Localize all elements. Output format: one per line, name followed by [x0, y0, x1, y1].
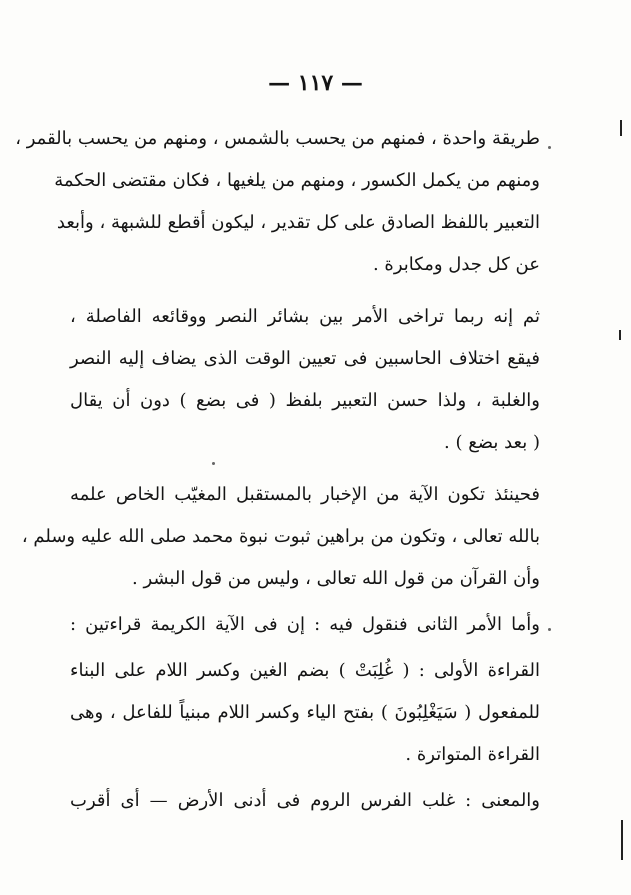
- paragraph-gap: [70, 464, 540, 474]
- paragraph-meaning: [70, 780, 540, 822]
- paragraph-gap: [70, 286, 540, 296]
- paragraph-prophecy-proof: [21, 474, 540, 600]
- scan-speck: [548, 628, 551, 631]
- scan-edge-mark: [621, 820, 623, 860]
- text-line: القراءة المتواترة .: [405, 744, 540, 765]
- text-line: القراءة الأولى : ( غُلِبَتْ ) بضم الغين وكسر اللام على البناء: [70, 660, 540, 681]
- scan-speck: [548, 146, 551, 149]
- text-line: فيقع اختلاف الحاسبين فى تعيين الوقت الذى يضاف إليه النصر: [70, 348, 540, 369]
- paragraph-first-reading: [70, 650, 540, 776]
- text-line: ( بعد بضع ) .: [444, 432, 540, 453]
- text-line: فحينئذ تكون الآية من الإخبار بالمستقبل المغيّب الخاص علمه: [70, 484, 540, 505]
- text-line: وأما الأمر الثانى فنقول فيه : إن فى الآية الكريمة قراءتين :: [70, 614, 540, 635]
- text-line: طريقة واحدة ، فمنهم من يحسب بالشمس ، ومنهم من يحسب بالقمر ،: [15, 128, 540, 149]
- text-line: وأن القرآن من قول الله تعالى ، وليس من قول البشر .: [132, 568, 540, 589]
- scan-edge-mark: [620, 120, 622, 136]
- page-body: [15, 118, 540, 822]
- text-line: عن كل جدل ومكابرة .: [372, 254, 540, 275]
- text-line: بالله تعالى ، وتكون من براهين ثبوت نبوة محمد صلى الله عليه وسلم ،: [21, 526, 540, 547]
- text-line: والغلبة ، ولذا حسن التعبير بلفظ ( فى بضع ) دون أن يقال: [70, 390, 540, 411]
- text-line: للمفعول ( سَيَغْلِبُونَ ) بفتح الياء وكسر اللام مبنياً للفاعل ، وهى: [70, 702, 540, 723]
- text-line: ثم إنه ربما تراخى الأمر بين بشائر النصر ووقائعه الفاصلة ،: [70, 306, 540, 327]
- scan-edge-mark: [619, 330, 621, 340]
- scan-speck: [212, 462, 215, 465]
- text-line: ومنهم من يكمل الكسور ، ومنهم من يلغيها ، فكان مقتضى الحكمة: [54, 170, 540, 191]
- paragraph-second-matter: [70, 604, 540, 646]
- text-line: التعبير باللفظ الصادق على كل تقدير ، ليكون أقطع للشبهة ، وأبعد: [56, 212, 540, 233]
- paragraph-calendar-methods: [15, 118, 540, 286]
- text-line: والمعنى : غلب الفرس الروم فى أدنى الأرض — أى أقرب: [70, 790, 540, 811]
- paragraph-victory-timing: [70, 296, 540, 464]
- page-number: — ١١٧ —: [268, 70, 363, 96]
